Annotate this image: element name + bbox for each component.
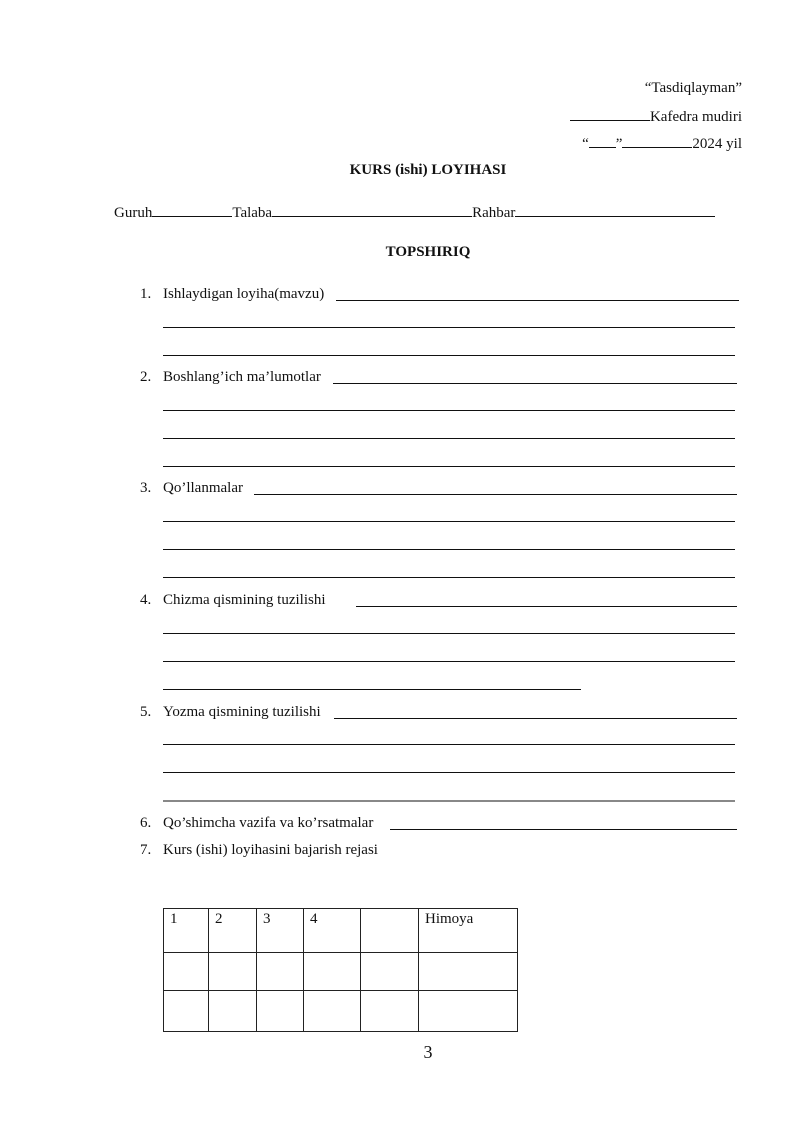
item-number: 1. (140, 286, 152, 302)
item-number: 4. (140, 592, 152, 608)
table-cell[interactable] (209, 991, 257, 1032)
table-row (164, 991, 518, 1032)
date-open-quote: “ (582, 136, 589, 152)
answer-line (254, 479, 737, 495)
list-item (140, 368, 738, 386)
item-number: 3. (140, 480, 152, 496)
item-label: Qo’llanmalar (163, 480, 243, 496)
page-number: 3 (423, 1042, 433, 1062)
group-blank (152, 202, 232, 217)
answer-line (336, 285, 739, 301)
approval-position-label: Kafedra mudiri (649, 109, 742, 125)
table-cell[interactable] (419, 953, 518, 991)
table-header-cell: 3 (257, 909, 304, 953)
table-cell[interactable] (209, 953, 257, 991)
answer-line (163, 689, 581, 690)
table-cell[interactable] (419, 991, 518, 1032)
table-cell[interactable] (304, 953, 361, 991)
table-cell[interactable] (164, 953, 209, 991)
list-item (140, 814, 738, 832)
list-item (140, 703, 738, 721)
assignment-line (114, 202, 715, 222)
answer-line (390, 814, 737, 830)
supervisor-label: Rahbar (472, 205, 516, 221)
table-header-cell: 4 (304, 909, 361, 953)
approval-date (582, 133, 742, 153)
answer-line (163, 410, 735, 411)
table-header-cell: Himoya (419, 909, 518, 953)
answer-line (163, 661, 735, 662)
plan-table (163, 908, 518, 1032)
answer-line (163, 744, 735, 745)
answer-line (334, 703, 737, 719)
table-cell[interactable] (304, 991, 361, 1032)
date-close-quote: ” (615, 136, 623, 152)
group-label: Guruh (114, 205, 153, 221)
answer-line (163, 633, 735, 634)
signature-blank (570, 106, 650, 121)
table-header-cell: 1 (164, 909, 209, 953)
item-number: 5. (140, 704, 152, 720)
table-header-cell (361, 909, 419, 953)
student-blank (272, 202, 472, 217)
answer-line (163, 800, 735, 802)
approval-position (570, 106, 742, 126)
item-label: Kurs (ishi) loyihasini bajarish rejasi (163, 842, 378, 858)
answer-line (163, 521, 735, 522)
section-title: TOPSHIRIQ (385, 244, 471, 260)
student-label: Talaba (232, 205, 273, 221)
month-blank (622, 133, 692, 148)
answer-line (163, 549, 735, 550)
list-item (140, 591, 738, 609)
table-cell[interactable] (257, 953, 304, 991)
item-label: Ishlaydigan loyiha(mavzu) (163, 286, 325, 302)
answer-line (333, 368, 737, 384)
item-number: 7. (140, 842, 152, 858)
table-cell[interactable] (361, 953, 419, 991)
table-cell[interactable] (361, 991, 419, 1032)
answer-line (163, 577, 735, 578)
doc-title: KURS (ishi) LOYIHASI (349, 162, 507, 178)
item-label: Qo’shimcha vazifa va ko’rsatmalar (163, 815, 374, 831)
item-label: Boshlang’ich ma’lumotlar (163, 369, 321, 385)
answer-line (163, 327, 735, 328)
list-item (140, 479, 738, 497)
item-label: Yozma qismining tuzilishi (163, 704, 321, 720)
table-cell[interactable] (164, 991, 209, 1032)
answer-line (163, 438, 735, 439)
table-header-cell: 2 (209, 909, 257, 953)
day-blank (589, 133, 616, 148)
answer-line (163, 466, 735, 467)
list-item (140, 841, 378, 859)
table-cell[interactable] (257, 991, 304, 1032)
approval-year: 2024 yil (692, 136, 742, 152)
table-row (164, 953, 518, 991)
list-item (140, 285, 740, 303)
approval-title: “Tasdiqlayman” (644, 80, 742, 96)
item-label: Chizma qismining tuzilishi (163, 592, 326, 608)
item-number: 6. (140, 815, 152, 831)
answer-line (163, 355, 735, 356)
answer-line (356, 591, 737, 607)
item-number: 2. (140, 369, 152, 385)
supervisor-blank (515, 202, 715, 217)
answer-line (163, 772, 735, 773)
table-header-row (164, 909, 518, 953)
